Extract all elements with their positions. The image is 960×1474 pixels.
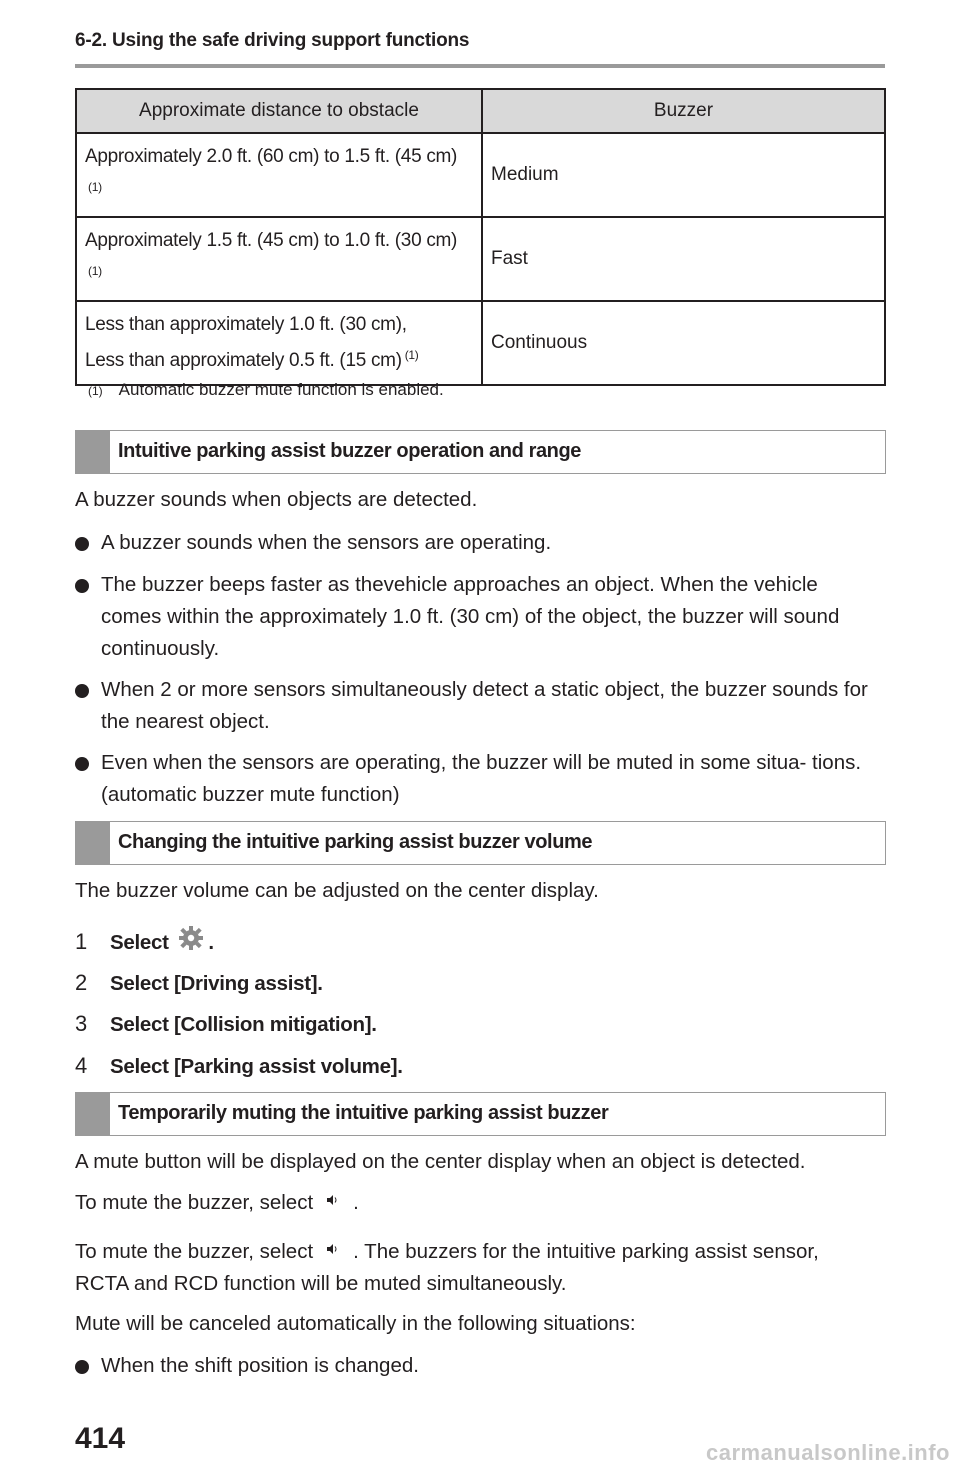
footnote-ref: (1) [88, 180, 102, 194]
table-cell-distance: Approximately 2.0 ft. (60 cm) to 1.5 ft. (45 cm)$^{(1)}$ [76, 133, 482, 217]
step-4: 4 Select [Parking assist volume]. [75, 1053, 403, 1078]
gear-icon [176, 925, 206, 961]
bullet-icon [75, 684, 89, 698]
table-cell-distance: Less than approximately 1.0 ft. (30 cm), Less than approximately 0.5 ft. (15 cm) $^{(1)}$ [76, 301, 482, 385]
paragraph: Mute will be canceled automatically in the following situations: [75, 1312, 636, 1335]
bullet-icon [75, 1360, 89, 1374]
table-row [76, 133, 885, 217]
list-item: The buzzer beeps faster as thevehicle approaches an object. When the vehicle comes within the approximately 1.0 ft. (30 cm) of the object, the buzzer will sound continuously. [75, 569, 875, 665]
table-header-buzzer: Buzzer [482, 89, 885, 133]
table-cell-buzzer: Medium [482, 133, 885, 217]
step-3: 3 Select [Collision mitigation]. [75, 1011, 377, 1036]
footnote-marker: (1) [88, 384, 103, 398]
paragraph: The buzzer volume can be adjusted on the center display. [75, 879, 599, 902]
footnote-ref: (1) [404, 348, 419, 362]
footnote-ref: (1) [88, 264, 102, 278]
list-item: Even when the sensors are operating, the buzzer will be muted in some situa- tions. (automatic buzzer mute function) [75, 747, 875, 811]
distance-buzzer-table [75, 88, 886, 386]
section-heading-buzzer-operation: Intuitive parking assist buzzer operation and range [75, 430, 886, 474]
page-number: 414 [75, 1422, 126, 1455]
table-cell-buzzer: Continuous [482, 301, 885, 385]
section-heading-muting: Temporarily muting the intuitive parking assist buzzer [75, 1092, 886, 1136]
bullet-icon [75, 537, 89, 551]
paragraph: A mute button will be displayed on the center display when an object is detected. [75, 1150, 806, 1173]
mute-icon [313, 1235, 353, 1267]
bullet-icon [75, 757, 89, 771]
paragraph: To mute the buzzer, select . [75, 1186, 359, 1219]
paragraph: To mute the buzzer, select . The buzzers for the intuitive parking assist sensor, RCTA and RCD function will be muted simultaneously. [75, 1235, 819, 1300]
table-row [76, 217, 885, 301]
step-2: 2 Select [Driving assist]. [75, 970, 323, 995]
section-heading-buzzer-volume: Changing the intuitive parking assist buzzer volume [75, 821, 886, 865]
paragraph: A buzzer sounds when objects are detected. [75, 488, 478, 511]
table-footnote: (1) Automatic buzzer mute function is enabled. [88, 380, 444, 399]
header-rule [75, 64, 885, 68]
table-cell-buzzer: Fast [482, 217, 885, 301]
table-header-distance: Approximate distance to obstacle [76, 89, 482, 133]
bullet-icon [75, 579, 89, 593]
running-header: 6-2. Using the safe driving support functions [75, 30, 470, 51]
table-row [76, 301, 885, 385]
table-cell-distance: Approximately 1.5 ft. (45 cm) to 1.0 ft. (30 cm)$^{(1)}$ [76, 217, 482, 301]
list-item: A buzzer sounds when the sensors are operating. [75, 527, 875, 559]
step-1: 1 Select . [75, 925, 214, 961]
list-item: When 2 or more sensors simultaneously detect a static object, the buzzer sounds for the nearest object. [75, 674, 875, 738]
list-item: When the shift position is changed. [75, 1350, 875, 1382]
mute-icon [313, 1186, 353, 1218]
watermark: carmanualsonline.info [706, 1440, 950, 1465]
